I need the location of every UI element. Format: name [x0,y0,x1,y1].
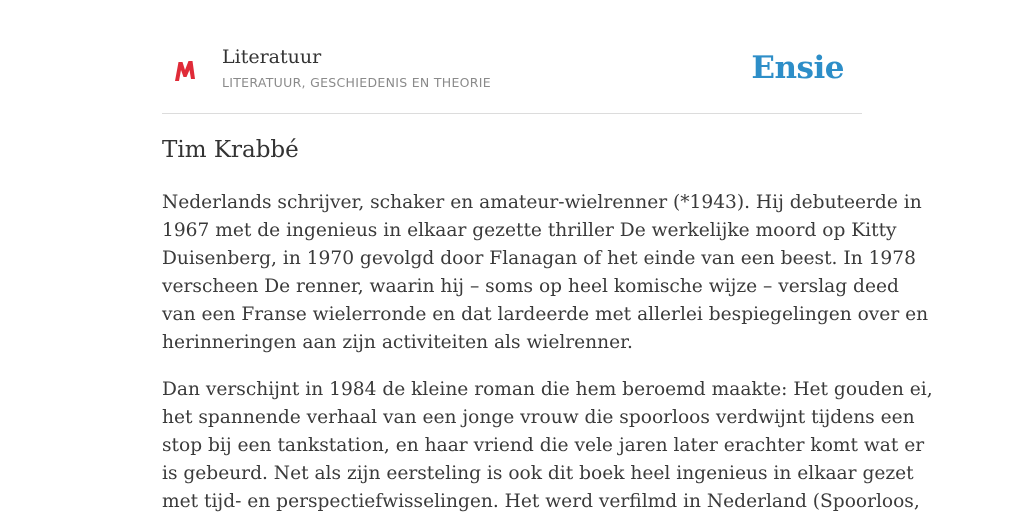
paragraph-line: stop bij een tankstation, en haar vriend die vele jaren later erachter komt wat er [162,435,925,456]
m-logo-shape [175,61,195,81]
article-body [162,189,933,512]
paragraph-1 [162,189,929,357]
paragraph-line: Nederlands schrijver, schaker en amateur-wielrenner (*1943). Hij debuteerde in [162,192,922,213]
paragraph-line: verscheen De renner, waarin hij – soms op heel komische wijze – verslag deed [162,276,899,297]
m-logo-icon[interactable] [172,58,198,84]
article-title: Tim Krabbé [162,137,299,163]
paragraph-line: met tijd- en perspectiefwisselingen. Het werd verfilmd in Nederland (Spoorloos, [162,491,920,512]
paragraph-line: 1967 met de ingenieus in elkaar gezette thriller De werkelijke moord op Kitty [162,220,897,241]
source-title[interactable]: Literatuur [222,46,322,68]
paragraph-line: het spannende verhaal van een jonge vrouw die spoorloos verdwijnt tijdens een [162,407,915,428]
paragraph-line: is gebeurd. Net als zijn eersteling is ook dit boek heel ingenieus in elkaar gezet [162,463,914,484]
paragraph-line: herinneringen aan zijn activiteiten als wielrenner. [162,332,633,353]
source-subtitle: LITERATUUR, GESCHIEDENIS EN THEORIE [222,75,491,90]
paragraph-line: Duisenberg, in 1970 gevolgd door Flanagan of het einde van een beest. In 1978 [162,248,916,269]
paragraph-line: van een Franse wielerronde en dat lardeerde met allerlei bespiegelingen over en [162,304,929,325]
site-header [162,40,862,114]
brand-logo[interactable]: Ensie [751,50,844,86]
paragraph-2 [162,376,933,512]
paragraph-line: Dan verschijnt in 1984 de kleine roman die hem beroemd maakte: Het gouden ei, [162,379,933,400]
